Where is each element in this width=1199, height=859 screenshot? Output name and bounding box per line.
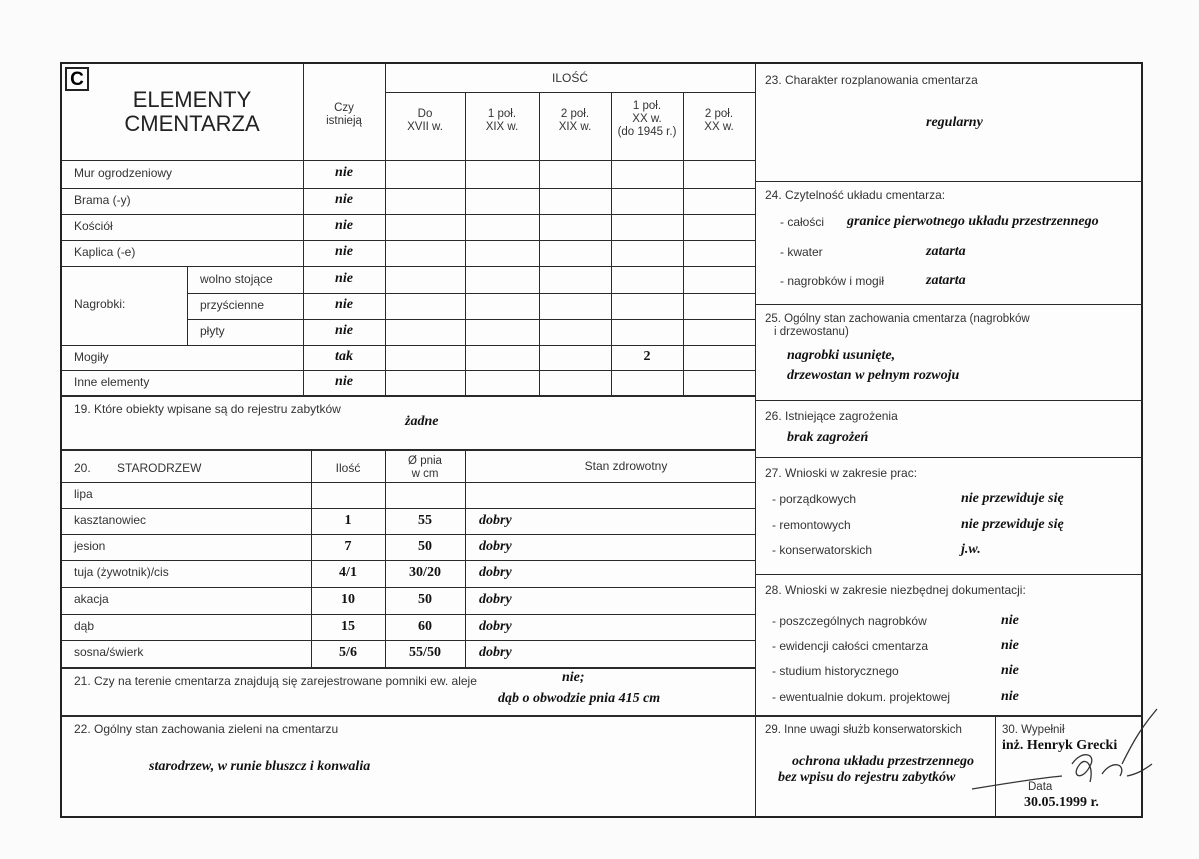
element-count-value: 2 — [643, 348, 651, 364]
tree-health: dobry — [479, 592, 512, 607]
element-exists-value: nie — [335, 244, 353, 259]
tree-diameter: 30/20 — [409, 565, 441, 580]
element-label: Inne elementy — [74, 374, 150, 389]
element-label: płyty — [200, 324, 225, 338]
q27-item-label: - konserwatorskich — [772, 543, 873, 557]
element-label: Brama (-y) — [74, 193, 131, 207]
tree-diameter: 55/50 — [409, 645, 441, 660]
section-letter-box: C — [65, 67, 89, 91]
ilosc-header: ILOŚĆ — [551, 71, 589, 85]
period-header-line: 2 poł. — [560, 108, 590, 120]
section-title — [102, 88, 282, 136]
q28-item-value: nie — [1001, 613, 1019, 628]
q25-label — [765, 313, 1030, 339]
grid-line — [62, 534, 755, 535]
col-header-line: Ø pnia — [408, 455, 442, 467]
grid-line — [755, 64, 756, 818]
period-header — [407, 108, 443, 134]
tree-health: dobry — [479, 565, 512, 580]
grid-line — [62, 345, 755, 346]
period-header — [704, 108, 733, 134]
grid-line — [62, 560, 755, 561]
q22-answer: starodrzew, w runie bluszcz i konwalia — [149, 759, 371, 774]
tree-name: jesion — [74, 539, 106, 553]
period-header-line: XX w. — [704, 121, 734, 133]
q27-item-label: - porządkowych — [772, 492, 857, 506]
q28-item-label: - studium historycznego — [772, 664, 899, 678]
tree-diameter: 60 — [418, 619, 432, 634]
col-header-line: w cm — [411, 468, 439, 480]
tree-health: dobry — [479, 539, 512, 554]
q28-item-label: - ewentualnie dokum. projektowej — [772, 690, 951, 704]
q25-label-line: i drzewostanu) — [774, 326, 849, 338]
q30-label: 30. Wypełnił — [1002, 724, 1065, 736]
q27-item-value: nie przewiduje się — [961, 517, 1064, 532]
grid-line — [187, 266, 188, 345]
q24-item-label: - kwater — [780, 245, 823, 259]
element-exists-value: nie — [335, 165, 353, 180]
section-title-line: ELEMENTY — [132, 87, 252, 112]
q27-item-value: nie przewiduje się — [961, 491, 1064, 506]
q20-col-diam — [408, 455, 442, 481]
grid-line — [187, 293, 755, 294]
tree-count: 5/6 — [339, 645, 357, 660]
q30-date-label: Data — [1028, 781, 1053, 793]
grid-line — [755, 574, 1143, 575]
element-exists-value: tak — [335, 348, 353, 364]
period-header-line: XIX w. — [485, 121, 519, 133]
tree-count: 4/1 — [339, 565, 357, 580]
q22-label: 22. Ogólny stan zachowania zieleni na cmentarzu — [74, 722, 339, 736]
q19-answer: żadne — [405, 414, 439, 429]
element-exists-value: nie — [335, 192, 353, 207]
element-exists-value: nie — [335, 323, 353, 338]
grid-line — [62, 449, 755, 451]
grid-line — [62, 188, 755, 189]
element-exists-value: nie — [335, 270, 353, 286]
grid-line — [539, 92, 540, 395]
tree-name: akacja — [74, 592, 109, 606]
period-header — [486, 108, 519, 134]
period-header-line: (do 1945 r.) — [617, 126, 677, 138]
q19-label: 19. Które obiekty wpisane są do rejestru zabytków — [74, 402, 341, 416]
grid-line — [62, 640, 755, 641]
q25-label-line: 25. Ogólny stan zachowania cmentarza (nagrobków — [765, 313, 1030, 325]
grid-line — [62, 160, 755, 161]
q26-label: 26. Istniejące zagrożenia — [765, 409, 898, 423]
q27-label: 27. Wnioski w zakresie prac: — [765, 466, 918, 480]
element-label: przyścienne — [200, 298, 265, 312]
grid-line — [755, 304, 1143, 305]
q24-item-label: - całości — [780, 215, 825, 229]
tree-count: 10 — [341, 592, 355, 607]
q24-item-label: - nagrobków i mogił — [780, 274, 885, 288]
q21-answer-2: dąb o obwodzie pnia 415 cm — [498, 691, 661, 706]
element-label: Mogiły — [74, 349, 109, 364]
section-title-line: CMENTARZA — [124, 111, 260, 136]
nagrobki-label: Nagrobki: — [74, 297, 126, 311]
grid-line — [62, 667, 755, 669]
tree-count: 7 — [344, 539, 352, 554]
q20-title: STARODRZEW — [117, 461, 202, 475]
grid-line — [755, 181, 1143, 182]
element-exists-value: nie — [335, 373, 353, 389]
grid-line — [62, 482, 755, 483]
col-header-line: Czy — [334, 102, 354, 114]
period-header-line: XVII w. — [407, 121, 443, 133]
q25-answer-1: nagrobki usunięte, — [787, 348, 896, 363]
period-header-line: 2 poł. — [704, 108, 734, 120]
tree-name: tuja (żywotnik)/cis — [74, 565, 169, 579]
signature-image — [962, 704, 1142, 794]
element-exists-value: nie — [335, 297, 353, 312]
q29-label: 29. Inne uwagi służb konserwatorskich — [765, 724, 962, 736]
grid-line — [187, 319, 755, 320]
grid-line — [62, 370, 755, 371]
grid-line — [62, 214, 755, 215]
element-label: wolno stojące — [200, 271, 273, 286]
col-header-exists — [326, 102, 362, 128]
q23-label: 23. Charakter rozplanowania cmentarza — [765, 73, 978, 87]
q28-item-label: - poszczególnych nagrobków — [772, 614, 927, 628]
tree-diameter: 50 — [418, 539, 432, 554]
tree-name: sosna/świerk — [74, 645, 144, 659]
q30-date: 30.05.1999 r. — [1024, 795, 1099, 810]
tree-name: dąb — [74, 619, 95, 633]
q28-item-value: nie — [1001, 689, 1019, 704]
q24-item-value: zatarta — [926, 244, 966, 259]
q28-item-value: nie — [1001, 638, 1019, 653]
grid-line — [62, 240, 755, 241]
tree-count: 1 — [344, 513, 352, 528]
tree-diameter: 55 — [418, 513, 432, 528]
grid-line — [465, 92, 466, 395]
element-label: Kaplica (-e) — [74, 245, 136, 259]
period-header-line: 1 poł. — [487, 108, 517, 120]
q29-answer-2: bez wpisu do rejestru zabytków — [778, 770, 956, 785]
tree-name: kasztanowiec — [74, 513, 147, 527]
grid-line — [62, 508, 755, 509]
grid-line — [62, 614, 755, 615]
q24-item-value: zatarta — [926, 273, 966, 288]
period-header — [618, 100, 677, 139]
grid-line — [62, 395, 755, 397]
tree-health: dobry — [479, 619, 512, 634]
q26-answer: brak zagrożeń — [787, 430, 869, 445]
q25-answer-2: drzewostan w pełnym rozwoju — [787, 368, 960, 383]
q28-item-label: - ewidencji całości cmentarza — [772, 639, 929, 653]
period-header — [559, 108, 592, 134]
q30-name: inż. Henryk Grecki — [1002, 738, 1118, 753]
q29-answer-1: ochrona układu przestrzennego — [792, 754, 975, 769]
col-header-line: istnieją — [326, 115, 362, 127]
element-label: Kościół — [74, 219, 113, 233]
grid-line — [385, 92, 755, 93]
grid-line — [683, 92, 684, 395]
tree-count: 15 — [341, 619, 355, 634]
q24-item-value: granice pierwotnego układu przestrzennego — [847, 214, 1099, 229]
q20-col-count: Ilość — [335, 461, 361, 475]
tree-health: dobry — [479, 645, 512, 660]
period-header-line: XX w. — [632, 113, 662, 125]
period-header-line: XIX w. — [558, 121, 592, 133]
q27-item-value: j.w. — [961, 542, 981, 557]
tree-health: dobry — [479, 513, 512, 528]
q21-label: 21. Czy na terenie cmentarza znajdują się zarejestrowane pomniki ew. aleje — [74, 674, 477, 688]
tree-diameter: 50 — [418, 592, 432, 607]
grid-line — [62, 587, 755, 588]
grid-line — [611, 92, 612, 395]
tree-name: lipa — [74, 487, 93, 501]
q23-answer: regularny — [926, 115, 983, 130]
period-header-line: Do — [417, 108, 433, 120]
element-label: Mur ogrodzeniowy — [74, 166, 173, 180]
element-exists-value: nie — [335, 218, 353, 233]
q24-label: 24. Czytelność układu cmentarza: — [765, 188, 946, 202]
q20-col-health: Stan zdrowotny — [584, 459, 668, 473]
grid-line — [755, 457, 1143, 458]
q27-item-label: - remontowych — [772, 518, 851, 532]
q28-label: 28. Wnioski w zakresie niezbędnej dokumentacji: — [765, 583, 1026, 597]
q21-answer-1: nie; — [562, 670, 585, 685]
q28-item-value: nie — [1001, 663, 1019, 678]
grid-line — [62, 266, 755, 267]
period-header-line: 1 poł. — [632, 100, 662, 112]
form-card-c — [60, 62, 1143, 818]
q20-label: 20. — [74, 461, 91, 475]
grid-line — [755, 400, 1143, 401]
